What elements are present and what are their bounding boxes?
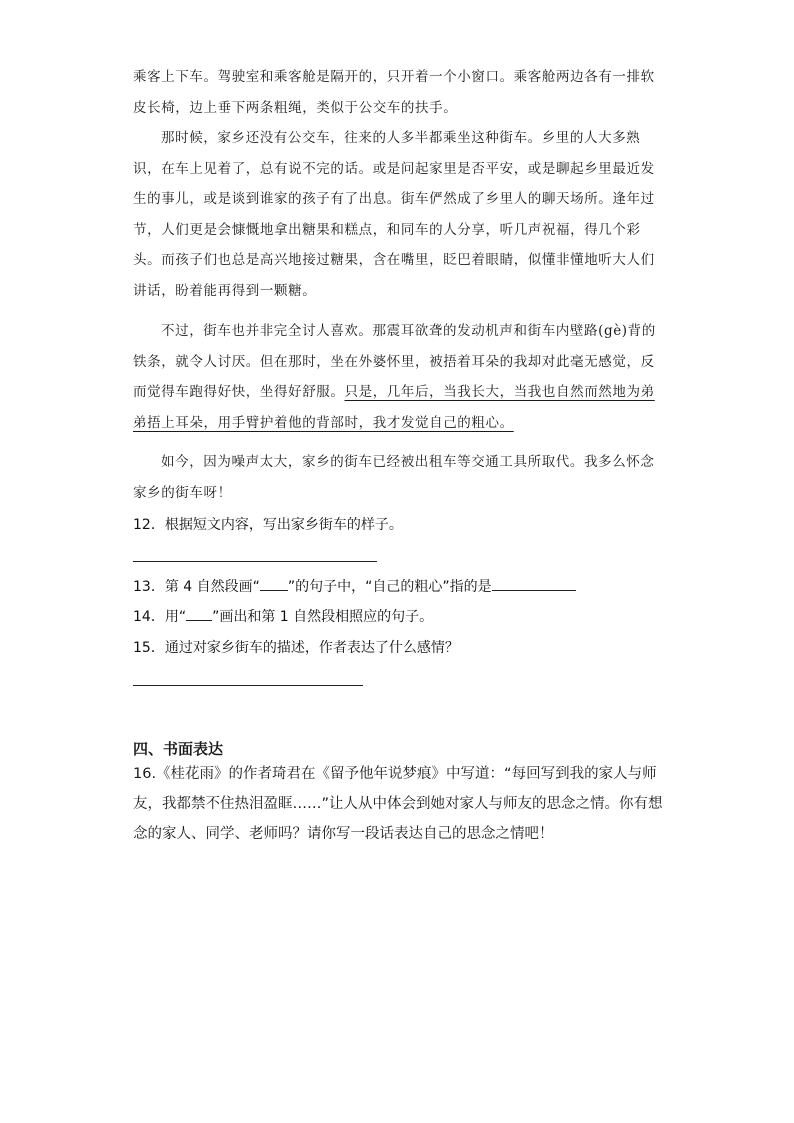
underlined-sentence: 只是，几年后，当我长大，当我也自然而然地为弟弟捂上耳朵，用手臂护着他的背部时，我才发觉自己的粗心。 xyxy=(133,384,655,431)
passage-paragraph-4 xyxy=(133,447,663,508)
mark-blank-13 xyxy=(260,576,288,591)
question-13 xyxy=(133,576,673,598)
question-16: 16.《桂花雨》的作者琦君在《留予他年说梦痕》中写道：“每回写到我的家人与师友，我都禁不住热泪盈眶……”让人从中体会到她对家人与师友的思念之情。你有想念的家人、同学、老师吗？请你写一段话表达自己的思念之情吧！ xyxy=(133,766,663,842)
passage-paragraph-3 xyxy=(133,316,663,438)
question-14-text-a: 14．用“ xyxy=(133,609,187,625)
question-14-text-b: ”画出和第 1 自然段相照应的句子。 xyxy=(212,609,434,625)
mark-blank-14 xyxy=(186,606,212,621)
question-13-text-a: 13．第 4 自然段画“ xyxy=(133,579,260,595)
answer-line-15[interactable] xyxy=(133,685,363,686)
question-13-text-b: ”的句子中，“自己的粗心”指的是 xyxy=(287,579,492,595)
passage-text: 如今，因为噪声太大，家乡的街车已经被出租车等交通工具所取代。我多么怀念家乡的街车呀！ xyxy=(133,454,655,501)
passage-text: 乘客上下车。驾驶室和乘客舱是隔开的，只开着一个小窗口。乘客舱两边各有一排软皮长椅，边上垂下两条粗绳，类似于公交车的扶手。 xyxy=(133,69,655,116)
section-4-title: 四、书面表达 xyxy=(133,740,224,758)
passage-text: 那时候，家乡还没有公交车，往来的人多半都乘坐这种街车。乡里的人大多熟识，在车上见着了，总有说不完的话。或是问起家里是否平安，或是聊起乡里最近发生的事儿，或是谈到谁家的孩子有了出息。街车俨然成了乡里人的聊天场所。逢年过节，人们更是会慷慨地拿出糖果和糕点，和同车的人分享，听几声祝福，得几个彩头。而孩子们也总是高兴地接过糖果，含在嘴里，眨巴着眼睛，似懂非懂地听大人们讲话，盼着能再得到一颗糖。 xyxy=(133,130,655,299)
question-12: 12．根据短文内容，写出家乡街车的样子。 xyxy=(133,517,403,533)
passage-paragraph-2 xyxy=(133,123,663,306)
answer-blank-13[interactable] xyxy=(492,576,576,591)
question-14 xyxy=(133,606,673,628)
passage-paragraph-1-tail xyxy=(133,62,663,123)
answer-line-12[interactable] xyxy=(133,561,377,562)
question-15: 15．通过对家乡街车的描述，作者表达了什么感情？ xyxy=(133,640,459,656)
passage-text: 不过，街车也并非完全讨人喜欢。那震耳欲聋的发动机声和街车内壁路(gè)背的铁条，就令人讨厌。但在那时，坐在外婆怀里，被捂着耳朵的我却对此毫无感觉，反而觉得车跑得好快，坐得好舒服。 xyxy=(133,323,656,400)
